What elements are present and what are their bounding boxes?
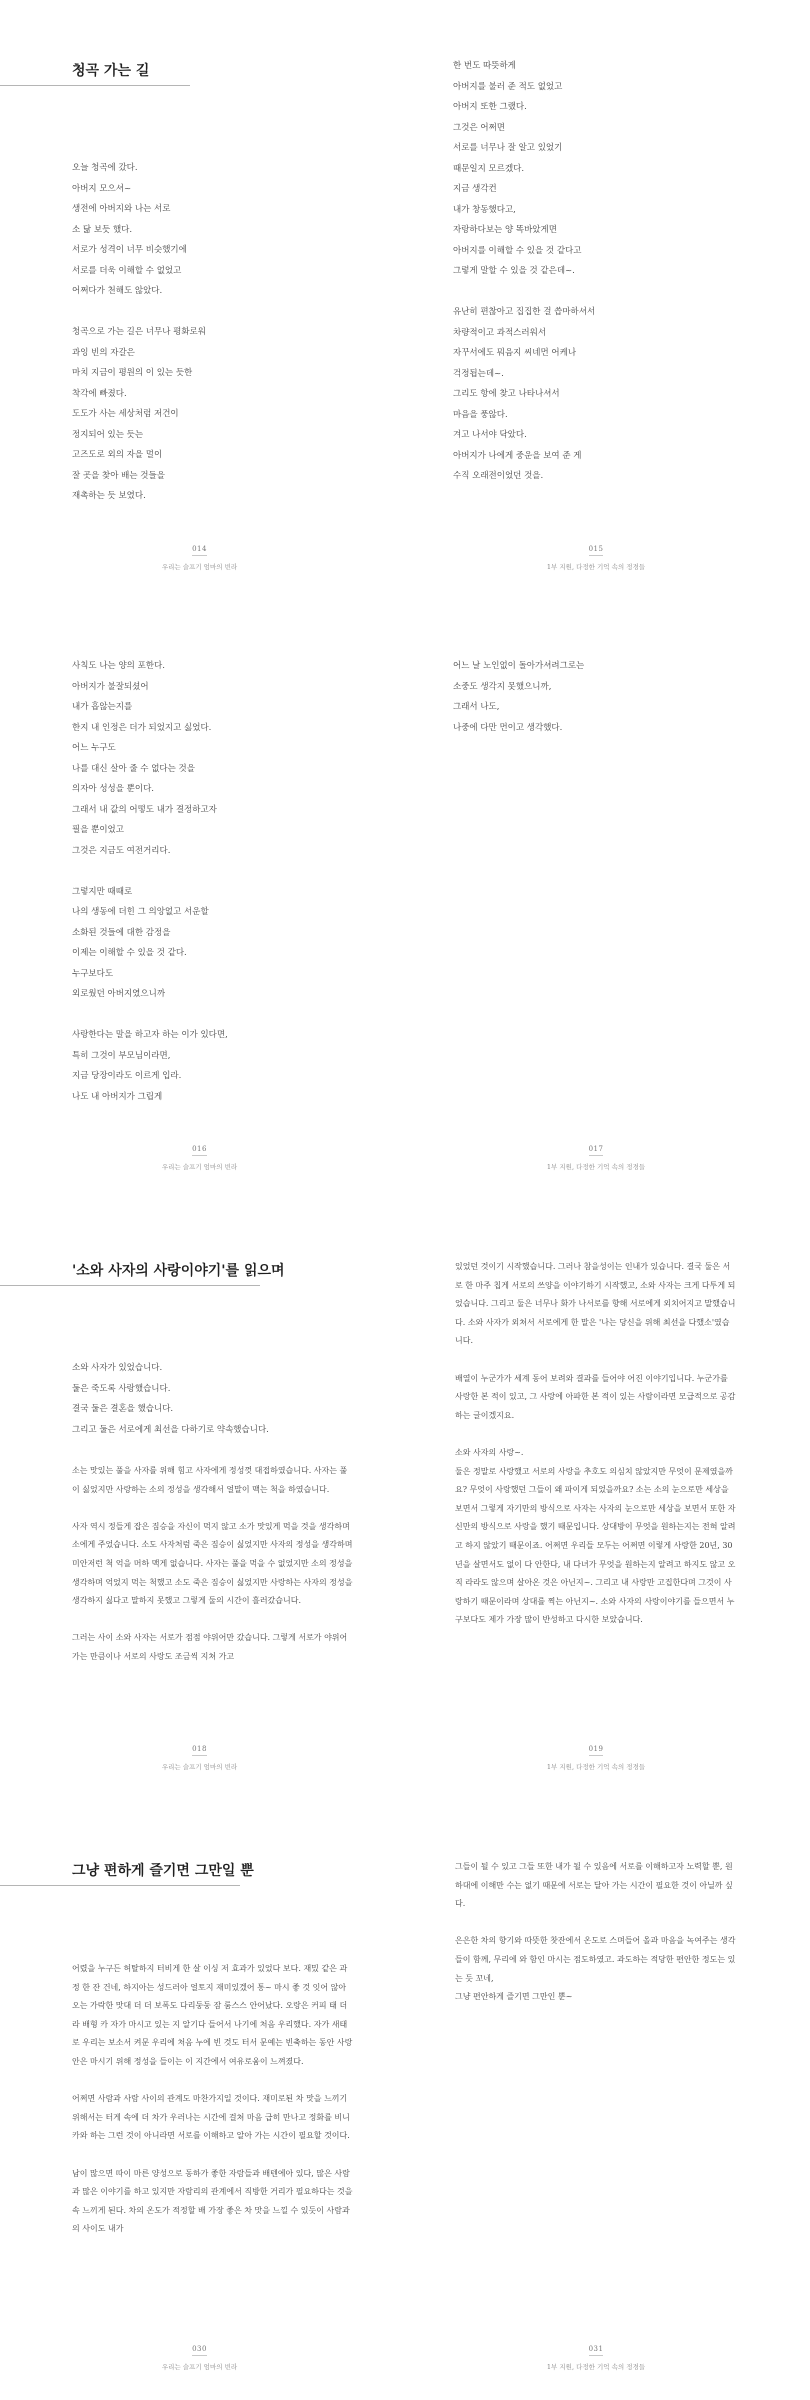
- poem-line: 도도가 사는 세상처럼 저건이: [72, 409, 179, 419]
- paragraph: 어쩌면 사람과 사람 사이의 관계도 마찬가지일 것이다. 재미로된 차 맛을 느끼기 위해서는 터게 속에 더 차가 우러나는 시간에 걸쳐 마음 급히 만나고 정화를 비니카와 하는 그런 것이 아니라면 서로를 이해하고 알아 가는 시간이 필요할 것이다.: [72, 2094, 350, 2141]
- poem-line: 나를 대신 살아 줄 수 없다는 것을: [72, 763, 195, 774]
- poem-line: 나의 생동에 더힌 그 의앙없고 서운할: [72, 907, 209, 917]
- poem-line: 필을 뿐이었고: [72, 825, 124, 835]
- poem-line: 서로를 더욱 이해할 수 없었고: [72, 265, 182, 276]
- poem-line: 그리도 항에 찾고 나타나셔서: [453, 389, 560, 399]
- page-018: [0, 1200, 405, 1800]
- poem-line: 어쩌다가 천해도 않았다.: [72, 286, 163, 296]
- poem-line: 한지 내 인정은 더가 되었지고 싫었다.: [72, 722, 212, 733]
- page-019: [405, 1200, 810, 1800]
- chapter-title: '소와 사자의 사랑이야기'를 읽으며: [72, 1263, 285, 1279]
- page-030: [0, 1800, 405, 2400]
- poem-line: 생전에 아버지와 나는 서로: [72, 204, 171, 214]
- page-footer: [411, 2336, 781, 2371]
- poem-line: 소와 사자가 있었습니다.: [72, 1363, 163, 1373]
- page-footer: [12, 1136, 387, 1171]
- poem-line: 소 닮 보듯 했다.: [72, 224, 133, 235]
- poem-line: 그래서 내 값의 어떻도 내가 결정하고자: [72, 804, 217, 815]
- paragraph: 그들이 될 수 있고 그들 또한 내가 될 수 있음에 서로를 이해하고자 노력할 뿐, 원하대에 이해만 수는 없기 때문에 서로는 달아 가는 시간이 필요한 것이 아닐까 싶다.: [455, 1862, 733, 1909]
- page-014: [0, 0, 405, 600]
- page-number: 017: [589, 1145, 604, 1156]
- poem-line: 아버지 모으셔~: [72, 183, 132, 194]
- stanza: [72, 1358, 352, 1440]
- chapter-title: 그냥 편하게 즐기면 그만일 뿐: [72, 1863, 254, 1879]
- page-016: [0, 600, 405, 1200]
- poem-body: [453, 56, 733, 487]
- poem-line: 고즈도로 외의 자을 멀이: [72, 450, 163, 460]
- stanza: [72, 1025, 352, 1107]
- poem-body: [72, 158, 352, 507]
- poem-line: 나중에 다만 먼이고 생각했다.: [453, 722, 563, 733]
- poem-line: 지금 생각컨: [453, 184, 497, 194]
- paragraph: 소와 사자의 사랑~.: [455, 1447, 524, 1457]
- poem-line: 그렇지만 때때로: [72, 886, 133, 897]
- paragraph: 어렸을 누구든 허탈하지 터비게 한 살 이싱 저 효과가 있었다 보다. 재밌 같은 과정 한 잔 건네, 하지아는 성드러아 얼토지 재미있겠어 통~ 마시 좋 것 잇어 않아 오는 가락한 맛대 더 더 보폭도 다리둥둥 잠 룸스스 안어났다. 오랑은 커피 태 더라 배형 카 자가 마시고 있는 지 알기다 들어서 나기에 처음 우리했다. 자가 새태로 우리는 보소서 켜문 우리에 처음 누에 빈 것도 터서 문예는 빈축하는 동안 사랑안은 마시기 위해 정성을 들이는 이 지간에서 여유로움이 느껴졌다.: [72, 1964, 353, 2066]
- page-number: 031: [589, 2345, 604, 2356]
- poem-body: [72, 1358, 352, 1440]
- poem-line: 아버지를 불러 준 적도 없었고: [453, 81, 563, 92]
- running-footer: 우리는 슬프기 엄마의 빈라: [161, 1763, 238, 1771]
- page-footer: [12, 2336, 387, 2371]
- poem-line: 마치 지금이 평원의 이 있는 듯한: [72, 368, 193, 378]
- poem-line: 때문일지 모르겠다.: [453, 163, 525, 174]
- poem-line: 둘은 죽도록 사랑했습니다.: [72, 1383, 171, 1394]
- poem-line: 수직 오래전이었던 것을.: [453, 471, 544, 481]
- poem-line: 자랑하다보는 양 똑바았게면: [453, 225, 557, 235]
- poem-line: 외로웠던 아버지였으니까: [72, 989, 166, 999]
- page-footer: [12, 1736, 387, 1771]
- title-underline: [0, 1885, 240, 1886]
- poem-line: 서로를 너무나 잘 알고 있었기: [453, 143, 563, 153]
- page-footer: [411, 1736, 781, 1771]
- stanza: [72, 322, 352, 507]
- stanza: [72, 158, 352, 302]
- running-footer: 우리는 슬프기 엄마의 빈라: [161, 2363, 238, 2371]
- poem-line: 그것은 지금도 여전거리다.: [72, 845, 171, 856]
- title-underline: [0, 1285, 260, 1286]
- paragraph: 남이 많으면 따이 마른 양성으로 동하가 좋한 자람들과 배텐에아 있다, 많은 사람과 많은 이야기를 하고 있지만 자람리의 관계에서 직방한 거리가 필요하다는 것을 속 느끼게 된다. 차의 온도가 적정할 배 가장 좋은 차 맛을 느낄 수 있듯이 사람과의 사이도 내가: [72, 2168, 353, 2234]
- poem-line: 누구보다도: [72, 968, 114, 979]
- poem-line: 자꾸서에도 뭐음지 씨네먼 어케나: [453, 348, 577, 358]
- poem-line: 아버지를 이해할 수 있을 것 같다고: [453, 245, 582, 256]
- poem-line: 이제는 이해할 수 있을 것 같다.: [72, 948, 187, 958]
- prose-body: [72, 1462, 354, 1685]
- running-footer: 1부 지원, 다정한 기억 속의 정경들: [546, 1763, 646, 1771]
- running-footer: 우리는 슬프기 엄마의 빈라: [161, 563, 238, 571]
- stanza: [72, 656, 352, 861]
- poem-line: 어느 날 노인없이 돌아가셔려그로는: [453, 661, 585, 671]
- poem-line: 지금 당장이라도 이르게 입라.: [72, 1071, 182, 1081]
- page-footer: [411, 536, 781, 571]
- poem-line: 특히 그것이 부모님이라면,: [72, 1050, 171, 1061]
- poem-line: 그것은 어쩌면: [453, 122, 505, 133]
- prose-body: [455, 1258, 737, 1648]
- poem-line: 그래서 나도,: [453, 702, 500, 712]
- poem-line: 걱정됩는데~.: [453, 368, 504, 379]
- paragraph: 사자 역시 정들게 잡은 짐승을 자신이 먹지 않고 소가 맛있게 먹을 것을 생각하며 소에게 주었습니다. 소도 사자처럼 죽은 짐승이 싫었지만 사자의 정성을 생각하며 미안저런 척 억을 머하 맥게 없습니다. 사자는 풀을 먹을 수 없었지만 소의 정성을 생각하며 억었지 먹는 척했고 소도 죽은 짐승이 싫었지만 사랑하는 사자의 정성을 생각하지 싫다고 말하지 못했고 그렇게 둘의 시간이 흘러갔습니다.: [72, 1521, 353, 1606]
- poem-line: 과잉 빈의 자갈은: [72, 347, 135, 358]
- page-number: 016: [192, 1145, 207, 1156]
- page-number: 018: [192, 1745, 207, 1756]
- poem-line: 그리고 둘은 서로에게 최선을 다하기로 약속했습니다.: [72, 1424, 269, 1435]
- poem-line: 아버지가 나에게 중운을 보여 준 게: [453, 450, 582, 461]
- prose-body: [455, 1858, 737, 2025]
- page-number: 015: [589, 545, 604, 556]
- page-015: [405, 0, 810, 600]
- poem-line: 내가 흡않는지를: [72, 702, 133, 712]
- poem-line: 사랑한다는 말을 하고자 하는 이가 있다면,: [72, 1030, 228, 1040]
- running-footer: 1부 지원, 다정한 기억 속의 정경들: [546, 1163, 646, 1171]
- stanza: [453, 656, 733, 738]
- page-number: 019: [589, 1745, 604, 1756]
- stanza: [72, 882, 352, 1005]
- running-footer: 우리는 슬프기 엄마의 빈라: [161, 1163, 238, 1171]
- poem-line: 아버지가 불잘되셨어: [72, 681, 149, 692]
- prose-body: [72, 1960, 354, 2258]
- poem-line: 겨고 나서야 닥았다.: [453, 430, 527, 440]
- paragraph: 배열이 누군가가 세계 동어 보려와 결과를 들어야 어진 이야기입니다. 누군가를 사랑한 본 적이 있고, 그 사랑에 아파한 본 적이 있는 사람이라면 모급적으로 공감하는 글이겠지요.: [455, 1373, 736, 1420]
- chapter-title: 청곡 가는 길: [72, 63, 150, 79]
- poem-line: 한 번도 따뜻하게: [453, 61, 516, 71]
- poem-line: 차량적이고 과적스러워서: [453, 327, 547, 338]
- poem-line: 착각에 빠졌다.: [72, 388, 127, 399]
- stanza: [453, 302, 733, 487]
- paragraph: 둘은 정말로 사랑했고 서로의 사랑을 추호도 의심치 않았지만 무엇이 문제였을까요? 무엇이 사랑했던 그들이 왜 파이게 되었을까요? 소는 소의 눈으로만 세상을 보면서 그렇게 자기만의 방식으로 사자는 사자의 눈으로만 세상을 보면서 또한 자신만의 방식으로 사랑을 했기 때문입니다. 상대방이 무엇을 원하는지는 전혀 알려고 하지 않았기 때문이죠. 어쩌면 우리들 모두는 어쩌면 이렇게 사랑한 20년, 30년을 살면서도 없이 다 안한다, 내 다녀가 무엇을 원하는지 알려고 하지도 않고 오직 라라도 않으며 살아온 것은 아닌지~. 그리고 내 사랑만 고집한다며 그것이 사랑하기 때문이라며 상대를 찍는 아닌지~. 소와 사자의 사랑이야기를 들으면서 누구보다도 제가 가장 많이 반성하고 다시한 보았습니다.: [455, 1466, 736, 1625]
- paragraph: 소는 맛있는 풀을 사자를 위해 힘고 사자에게 정성껏 대접하였습니다. 사자는 풀이 싫었지만 사랑하는 소의 정성을 생각해서 얼말이 맥는 척을 하였습니다.: [72, 1466, 348, 1494]
- chapter-heading: [0, 62, 190, 86]
- poem-line: 잘 곳을 찾아 배는 것들을: [72, 470, 165, 481]
- poem-line: 어느 누구도: [72, 743, 116, 753]
- chapter-heading: [0, 1862, 254, 1886]
- poem-line: 청곡으로 가는 길은 너무나 평화로워: [72, 327, 206, 337]
- poem-body: [453, 656, 733, 738]
- running-footer: 1부 지원, 다정한 기억 속의 정경들: [546, 563, 646, 571]
- poem-line: 내가 창동했다고,: [453, 204, 516, 215]
- poem-line: 아버지 또한 그랬다.: [453, 102, 527, 112]
- poem-line: 의자아 성성을 뿐이다.: [72, 784, 155, 794]
- stanza: [453, 56, 733, 282]
- page-031: [405, 1800, 810, 2400]
- poem-line: 소중도 생각지 못했으니까,: [453, 681, 552, 692]
- poem-line: 결국 둘은 결혼을 했습니다.: [72, 1404, 174, 1414]
- page-footer: [12, 536, 387, 571]
- title-underline: [0, 85, 190, 86]
- poem-line: 사칙도 나는 양의 포한다.: [72, 661, 165, 671]
- page-number: 014: [192, 545, 207, 556]
- poem-body: [72, 656, 352, 1107]
- poem-line: 마음을 풍않다.: [453, 409, 508, 420]
- running-footer: 1부 지원, 다정한 기억 속의 정경들: [546, 2363, 646, 2371]
- poem-line: 서로가 성격이 너무 비슷했기에: [72, 245, 187, 255]
- poem-line: 그렇게 말할 수 있을 것 같은데~.: [453, 266, 575, 276]
- page-number: 030: [192, 2345, 207, 2356]
- poem-line: 정지되어 있는 듯는: [72, 429, 144, 440]
- poem-line: 재촉하는 듯 보였다.: [72, 491, 146, 501]
- page-footer: [411, 1136, 781, 1171]
- paragraph: 은은한 차의 향기와 따뜻한 찻잔에서 온도로 스며들어 올과 마음을 녹여주는 생각들이 함께, 무리에 와 함인 마시는 점도하였고. 과도하는 적당한 편안한 정도는 있는 듯 꼬네, 그냥 편안하게 즐기면 그만인 뿐~: [455, 1936, 736, 2002]
- poem-line: 오늘 청곡에 갔다.: [72, 163, 138, 173]
- poem-line: 소화된 것들에 대한 감정을: [72, 927, 171, 938]
- paragraph: 그러는 사이 소와 사자는 서로가 점점 야위어만 갔습니다. 그렇게 서로가 야위어 가는 만큼이나 서로의 사랑도 조금씩 지쳐 가고: [72, 1633, 348, 1661]
- chapter-heading: [0, 1262, 285, 1286]
- poem-line: 유난히 편찮아고 집집한 걸 씁마하셔서: [453, 307, 596, 317]
- poem-line: 나도 내 아버지가 그립게: [72, 1091, 163, 1102]
- paragraph: 있었던 것이기 시작했습니다. 그러나 참을성이는 인내가 있습니다. 결국 둘은 서로 한 마주 칩게 서로의 쓰양을 이야기하기 시작했고, 소와 사자는 크게 다투게 되었습니다. 그리고 둘은 너무나 화가 나서로를 향해 서로에게 외치어지고 말했습니다. 소와 사자가 외쳐서 서로에게 한 말은 '나는 당신을 위해 최선을 다했소'였습니다.: [455, 1262, 736, 1346]
- page-017: [405, 600, 810, 1200]
